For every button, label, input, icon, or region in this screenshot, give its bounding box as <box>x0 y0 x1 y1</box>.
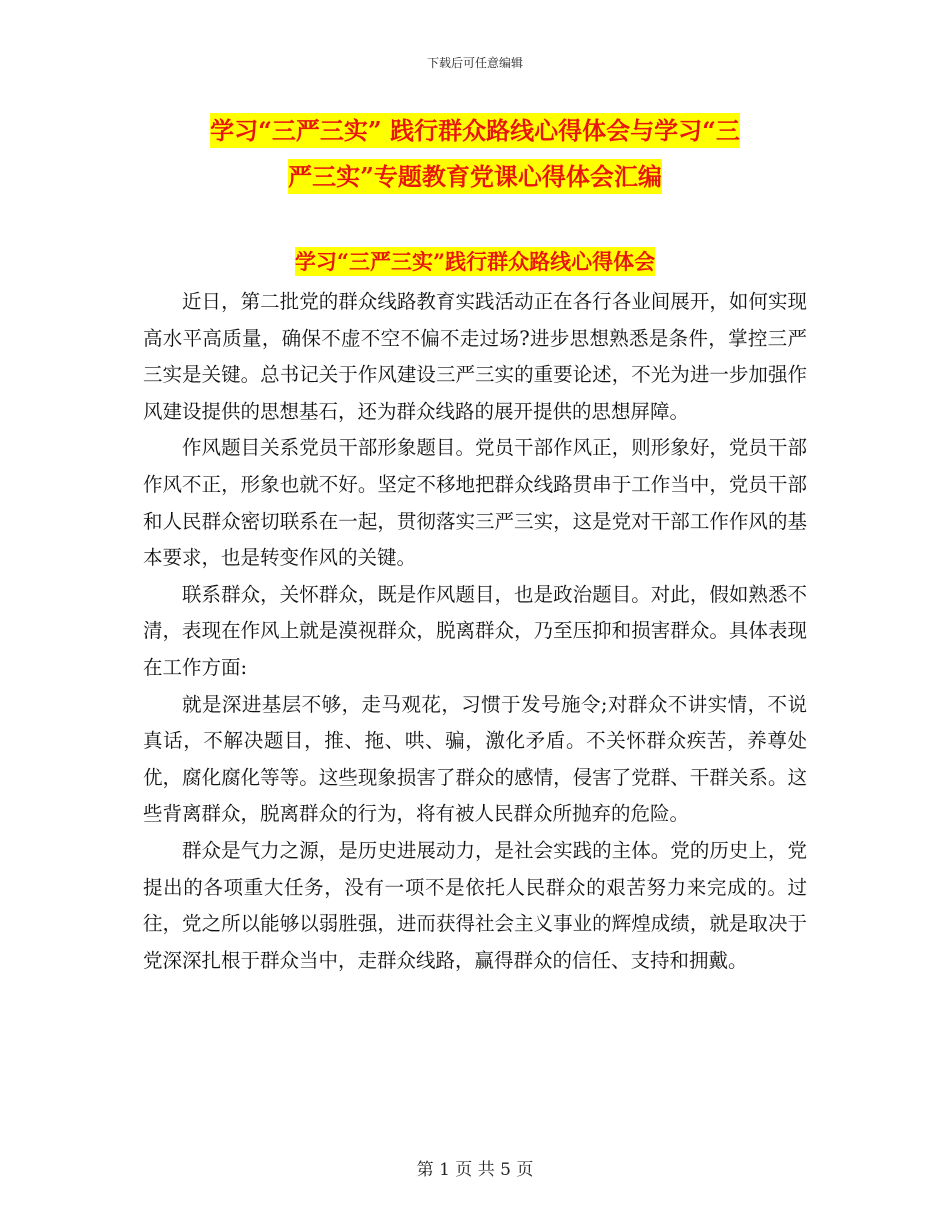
paragraph: 联系群众，关怀群众，既是作风题目，也是政治题目。对此，假如熟悉不清，表现在作风上就是漠视群众，脱离群众，乃至压抑和损害群众。具体表现在工作方面: <box>143 582 807 679</box>
body-text <box>143 284 807 979</box>
section-title-text: 学习“三严三实”践行群众路线心得体会 <box>294 249 656 274</box>
page-footer: 第 1 页 共 5 页 <box>416 1160 534 1180</box>
paragraph: 近日，第二批党的群众线路教育实践活动正在各行各业间展开，如何实现高水平高质量，确保不虚不空不偏不走过场?进步思想熟悉是条件，掌控三严三实是关键。总书记关于作风建设三严三实的重要论述，不光为进一步加强作风建设提供的思想基石，还为群众线路的展开提供的思想屏障。 <box>143 290 807 423</box>
document-title-line-2: 严三实”专题教育党课心得体会汇编 <box>288 159 662 194</box>
paragraph: 群众是气力之源，是历史进展动力，是社会实践的主体。党的历史上，党提出的各项重大任务，没有一项不是依托人民群众的艰苦努力来完成的。过往，党之所以能够以弱胜强，进而获得社会主义事业的辉煌成绩，就是取决于党深深扎根于群众当中，走群众线路，赢得群众的信任、支持和拥戴。 <box>143 838 807 972</box>
document-title-line-1: 学习“三严三实” 践行群众路线心得体会与学习“三 <box>210 113 740 148</box>
paragraph: 作风题目关系党员干部形象题目。党员干部作风正，则形象好，党员干部作风不正，形象也就不好。坚定不移地把群众线路贯串于工作当中，党员干部和人民群众密切联系在一起，贯彻落实三严三实，这是党对干部工作作风的基本要求，也是转变作风的关键。 <box>143 436 807 570</box>
document-title <box>140 108 810 200</box>
paragraph: 就是深进基层不够，走马观花，习惯于发号施令;对群众不讲实情，不说真话，不解决题目，推、拖、哄、骗，激化矛盾。不关怀群众疾苦，养尊处优，腐化腐化等等。这些现象损害了群众的感情，侵害了党群、干群关系。这些背离群众，脱离群众的行为，将有被人民群众所抛弃的危险。 <box>143 692 807 826</box>
section-title <box>0 246 950 276</box>
header-note: 下载后可任意编辑 <box>426 56 523 70</box>
